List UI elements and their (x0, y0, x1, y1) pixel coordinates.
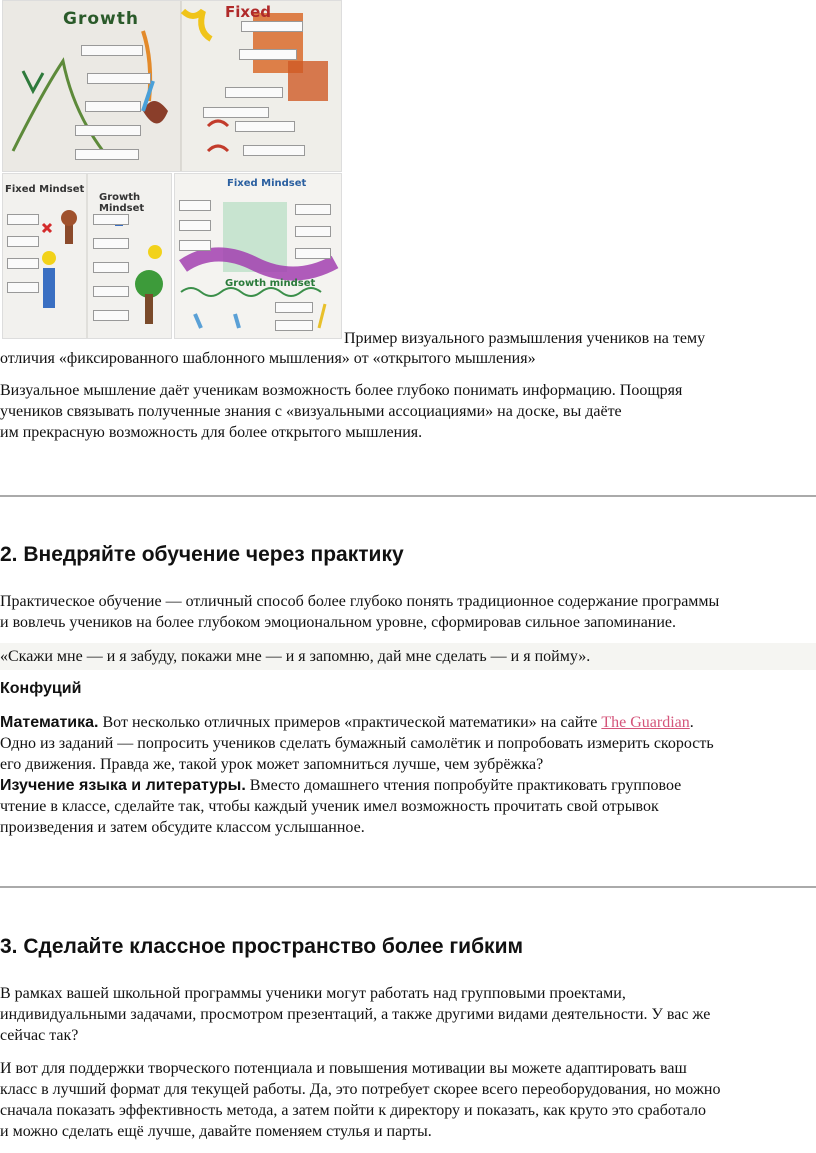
section3-p1-line2: индивидуальными задачами, просмотром презентаций, а также другими видами деятельности. У вас же (0, 1006, 711, 1023)
lit-line2: чтение в классе, сделайте так, чтобы каждый ученик имел возможность прочитать свой отрывок (0, 798, 659, 815)
math-text-a: Вот несколько отличных примеров «практической математики» на сайте (98, 714, 602, 731)
figure-caption-line2: отличия «фиксированного шаблонного мышления» от «открытого мышления» (0, 350, 536, 367)
quote-author: Конфуций (0, 680, 82, 697)
section3-p2-line2: класс в лучший формат для текущей работы. Да, это потребует скорее всего переоборудования, но можно (0, 1081, 721, 1098)
math-line3: его движения. Правда же, такой урок может запомниться лучше, чем зубрёжка? (0, 756, 544, 773)
poster-br-growth-title: Growth mindset (225, 278, 316, 289)
math-text-b: . (689, 714, 694, 731)
lit-label: Изучение языка и литературы. (0, 777, 246, 794)
poster-bl-growth-title: Growth Mindset (99, 192, 145, 214)
section-divider-2 (0, 886, 816, 888)
math-line1 (0, 712, 694, 733)
lit-line3: произведения и затем обсудите классом услышанное. (0, 819, 365, 836)
section3-p1-line1: В рамках вашей школьной программы ученики могут работать над групповыми проектами, (0, 985, 626, 1002)
quote-text: «Скажи мне — и я забуду, покажи мне — и я запомню, дай мне сделать — и я пойму». (0, 648, 591, 665)
lit-text: Вместо домашнего чтения попробуйте практиковать групповое (245, 777, 682, 794)
collage-image (0, 0, 342, 342)
poster-br-fixed-title: Fixed Mindset (227, 178, 307, 189)
poster-bottom-left-photo (2, 173, 172, 339)
section3-p1-line3: сейчас так? (0, 1027, 79, 1044)
poster-bl-fixed-title: Fixed Mindset (5, 184, 85, 195)
section2-heading: 2. Внедряйте обучение через практику (0, 543, 404, 566)
figure-caption-line1: Пример визуального размышления учеников на тему (344, 330, 706, 347)
section3-p2-line1: И вот для поддержки творческого потенциала и повышения мотивации вы можете адаптировать ваш (0, 1060, 687, 1077)
intro-line2: учеников связывать полученные знания с «визуальными ассоциациями» на доске, вы даёте (0, 403, 622, 420)
intro-line3: им прекрасную возможность для более открытого мышления. (0, 424, 423, 441)
poster-top-photo (2, 0, 342, 172)
guardian-link[interactable]: The Guardian (601, 714, 690, 731)
section2-para-line2: и вовлечь учеников на более глубоком эмоциональном уровне, сформировав сильное запоминание. (0, 614, 677, 631)
section-divider-1 (0, 495, 816, 497)
lit-line1 (0, 775, 681, 796)
section3-p2-line3: сначала показать эффективность метода, а затем пойти к директору и показать, как круто это сработало (0, 1102, 707, 1119)
section2-para-line1: Практическое обучение — отличный способ более глубоко понять традиционное содержание программы (0, 593, 720, 610)
poster-growth-title: Growth (63, 9, 139, 29)
poster-bottom-right-photo (174, 173, 342, 339)
section3-p2-line4: и можно сделать ещё лучше, давайте поменяем стулья и парты. (0, 1123, 432, 1140)
intro-line1: Визуальное мышление даёт ученикам возможность более глубоко понимать информацию. Поощряя (0, 382, 683, 399)
poster-fixed-title: Fixed (225, 3, 271, 21)
quote-block (0, 643, 816, 670)
section3-heading: 3. Сделайте классное пространство более гибким (0, 935, 524, 958)
math-label: Математика. (0, 714, 99, 731)
math-line2: Одно из заданий — попросить учеников сделать бумажный самолётик и попробовать измерить скорость (0, 735, 714, 752)
